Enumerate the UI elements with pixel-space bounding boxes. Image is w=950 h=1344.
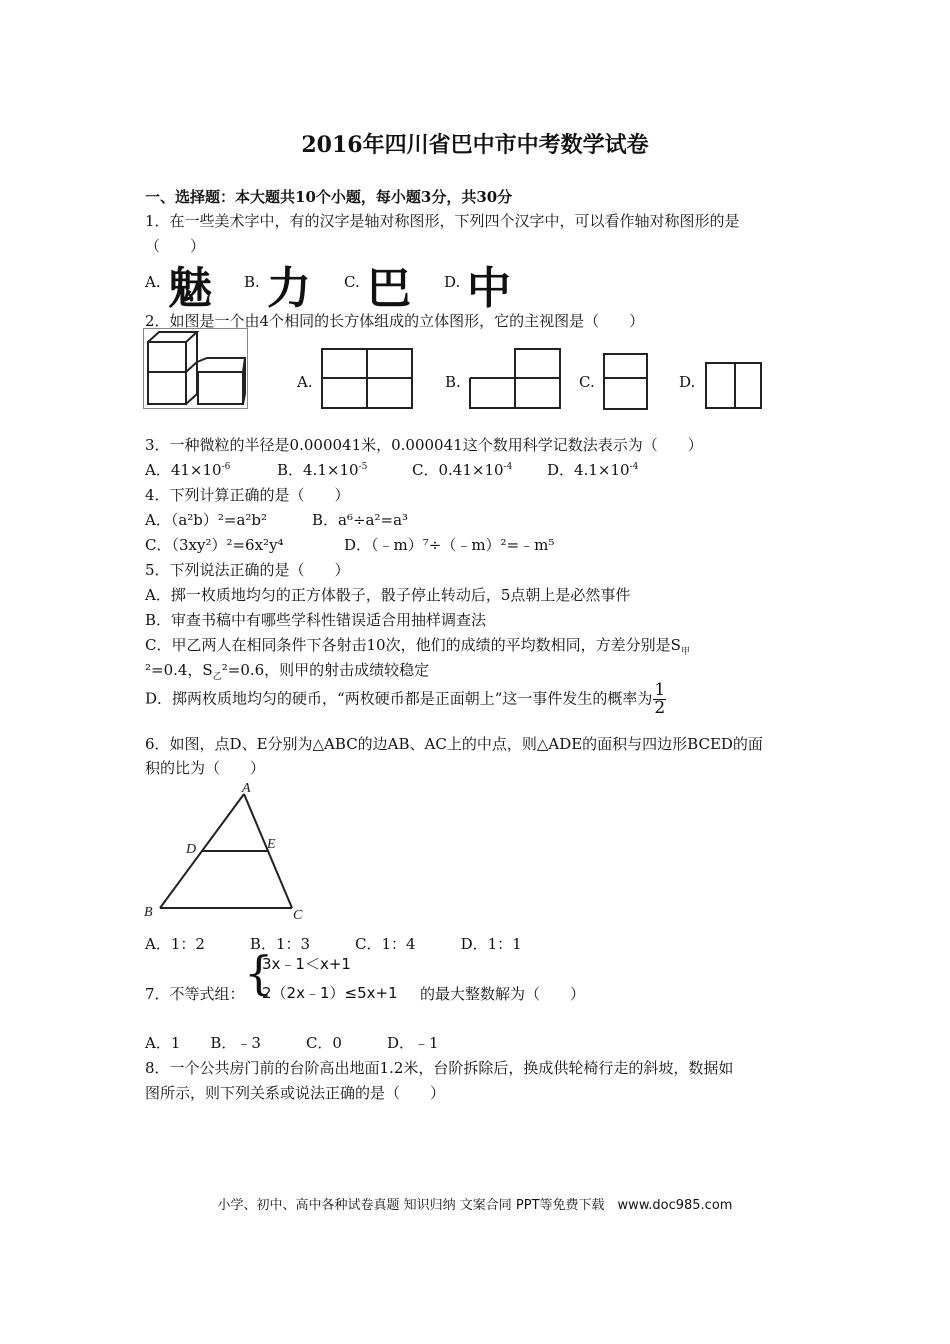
q5-fraction: $\frac{1}{2}$ — [654, 680, 666, 718]
q7-prefix: 7．不等式组： — [145, 985, 245, 1003]
q4-option-c: C．（3xy²）²=6x²y⁴ — [145, 536, 284, 554]
q1-char-a: 魅 — [168, 263, 212, 314]
point-b-label: B — [144, 905, 153, 920]
q2-label-d: D. — [679, 373, 696, 391]
q1-char-c: 巴 — [367, 263, 411, 314]
q1-paren: （ ） — [145, 237, 206, 255]
q7-inequality-1: 3x﹣1＜x+1 — [262, 955, 351, 973]
q4-option-a: A．（a²b）²=a²b² — [145, 511, 268, 529]
q6-stem-line2: 积的比为（ ） — [145, 759, 266, 777]
point-a-label: A — [242, 781, 251, 796]
q5-option-c-line1: C．甲乙两人在相同条件下各射击10次，他们的成绩的平均数相同，方差分别是$S_甲$ — [145, 636, 690, 657]
q2-option-c-figure — [603, 353, 649, 411]
q3-option-d: D．$4.1\times 10^{-4}$ — [547, 461, 639, 479]
q5-option-d: D．掷两枚质地均匀的硬币，“两枚硬币都是正面朝上”这一事件发生的概率为 $\frac{1}{2}$ — [145, 680, 666, 718]
q4-option-d: D．（﹣m）⁷÷（﹣m）²=﹣m⁵ — [344, 536, 555, 554]
q2-option-a-figure — [321, 348, 413, 410]
q1-char-d: 中 — [467, 263, 511, 314]
q1-label-d: D. — [444, 273, 461, 291]
q4-stem: 4．下列计算正确的是（ ） — [145, 486, 350, 504]
point-c-label: C — [293, 908, 303, 923]
q1-label-b: B. — [244, 273, 260, 291]
q1-stem: 1．在一些美术字中，有的汉字是轴对称图形，下列四个汉字中，可以看作轴对称图形的是 — [145, 212, 740, 230]
q7-suffix: 的最大整数解为（ ） — [420, 985, 586, 1003]
point-d-label: D — [186, 842, 197, 857]
q6-stem-line1: 6．如图，点D、E分别为△ABC的边AB、AC上的中点，则△ADE的面积与四边形BCED的面 — [145, 735, 763, 753]
q2-solid-figure — [143, 328, 249, 410]
q2-label-b: B. — [445, 373, 461, 391]
q5-option-b: B．审查书稿中有哪些学科性错误适合用抽样调查法 — [145, 611, 487, 629]
q1-label-a: A. — [145, 273, 161, 291]
q1-label-c: C. — [344, 273, 360, 291]
page-footer: 小学、初中、高中各种试卷真题 知识归纳 文案合同 PPT等免费下载 www.doc985.com — [217, 1198, 733, 1213]
q2-stem: 2．如图是一个由4个相同的长方体组成的立体图形，它的主视图是（ ） — [145, 312, 645, 330]
q7-inequality-2: 2（2x﹣1）≤5x+1 — [262, 984, 398, 1002]
q2-label-c: C. — [579, 373, 595, 391]
q6-triangle-figure — [140, 780, 310, 922]
q3-stem: 3．一种微粒的半径是0.000041米，0.000041这个数用科学记数法表示为（ ） — [145, 436, 703, 454]
q8-stem-line2: 图所示，则下列关系或说法正确的是（ ） — [145, 1084, 446, 1102]
point-e-label: E — [267, 837, 276, 852]
q7-options: A．1 B．﹣3 C．0 D．﹣1 — [145, 1034, 439, 1052]
q8-stem-line1: 8．一个公共房门前的台阶高出地面1.2米，台阶拆除后，换成供轮椅行走的斜坡，数据如 — [145, 1059, 734, 1077]
q5-option-c-line2: ²=0.4，$S_乙^2=0.6$，则甲的射击成绩较稳定 — [145, 661, 430, 682]
page-title: 2016年四川省巴中市中考数学试卷 — [301, 132, 649, 158]
q5-stem: 5．下列说法正确的是（ ） — [145, 561, 350, 579]
q5-option-a: A．掷一枚质地均匀的正方体骰子，骰子停止转动后，5点朝上是必然事件 — [145, 586, 631, 604]
q2-option-d-figure — [705, 362, 763, 410]
brace-symbol: { — [244, 946, 274, 1000]
q1-char-b: 力 — [267, 263, 311, 314]
q2-label-a: A. — [297, 373, 313, 391]
q3-option-a: A．$41\times 10^{-6}$ — [145, 461, 231, 479]
q2-option-b-figure — [469, 348, 561, 410]
q3-option-b: B．$4.1\times 10^{-5}$ — [277, 461, 368, 479]
section-heading: 一、选择题：本大题共10个小题，每小题3分，共30分 — [145, 188, 513, 206]
q4-option-b: B．a⁶÷a²=a³ — [312, 511, 409, 529]
q3-option-c: C．$0.41\times 10^{-4}$ — [412, 461, 513, 479]
q6-options: A．1：2 B．1：3 C．1：4 D．1：1 — [145, 935, 522, 953]
